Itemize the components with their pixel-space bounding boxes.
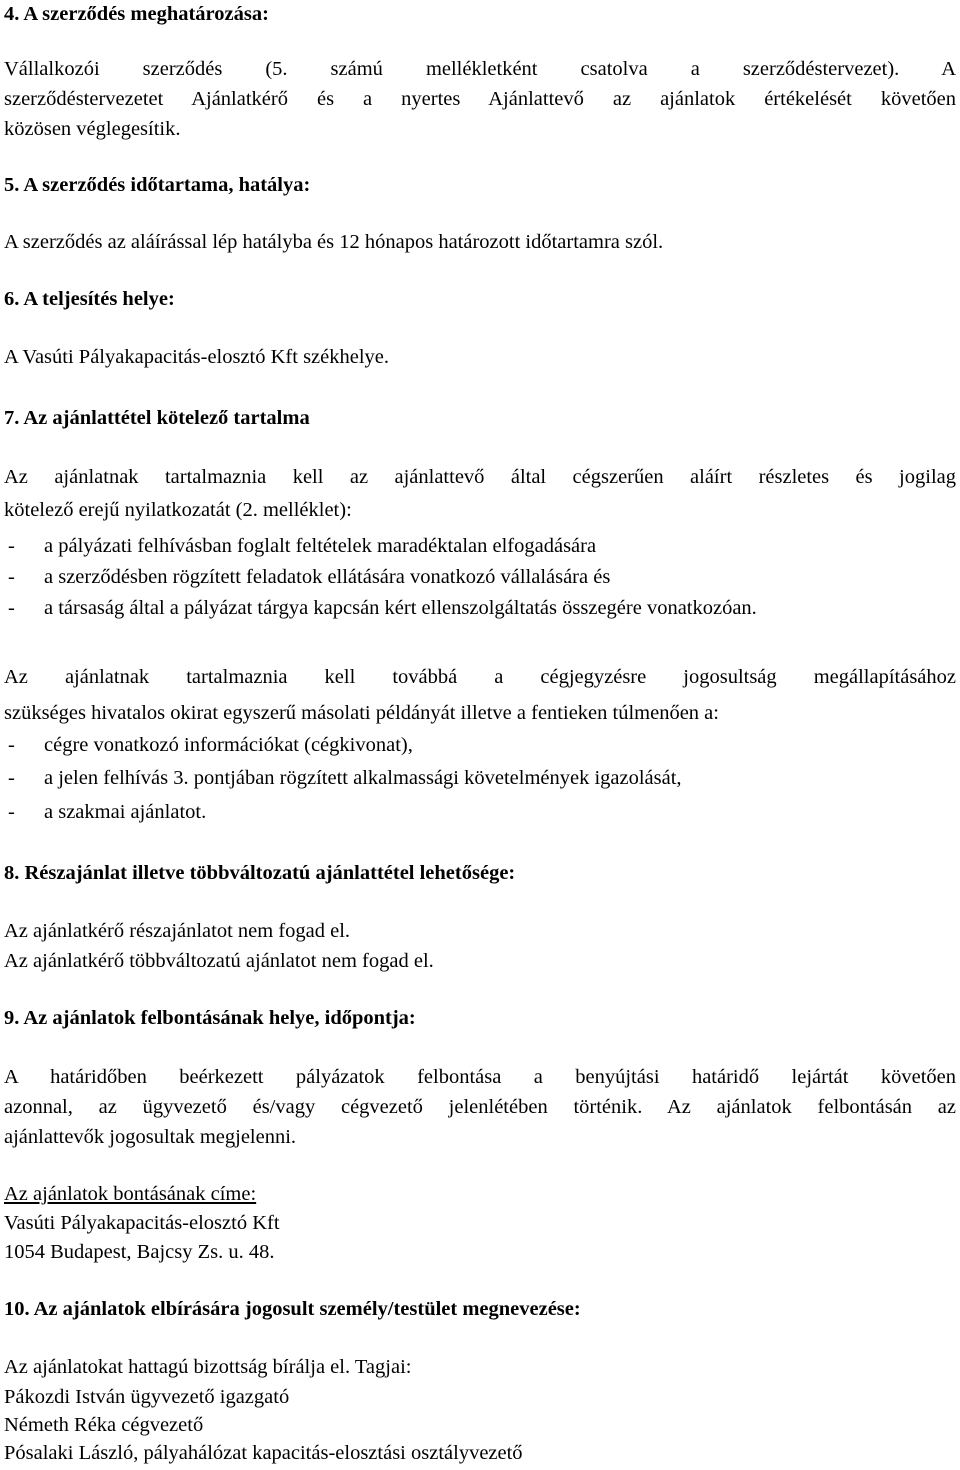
section-8-text-line-2: Az ajánlatkérő többváltozatú ajánlatot nem fogad el. bbox=[4, 950, 434, 972]
section-9-text-line-3: ajánlattevők jogosultak megjelenni. bbox=[4, 1126, 297, 1148]
list-dash: - bbox=[8, 535, 15, 557]
list-item-text: a jelen felhívás 3. pontjában rögzített alkalmassági követelmények igazolását, bbox=[44, 767, 682, 789]
opening-address-label: Az ajánlatok bontásának címe: bbox=[4, 1183, 257, 1205]
section-7-intro-line-1: Az ajánlatnak tartalmaznia kell az ajánlattevő által cégszerűen aláírt részletes és jogilag bbox=[4, 466, 956, 488]
section-4-heading: 4. A szerződés meghatározása: bbox=[4, 3, 269, 25]
section-7-intro-line-2: kötelező erejű nyilatkozatát (2. melléklet): bbox=[4, 499, 352, 521]
section-4-text-line-3: közösen véglegesítik. bbox=[4, 118, 181, 140]
committee-member-3: Pósalaki László, pályahálózat kapacitás-elosztási osztályvezető bbox=[4, 1442, 523, 1464]
section-4-text-line-1: Vállalkozói szerződés (5. számú mellékletként csatolva a szerződéstervezet). A bbox=[4, 58, 956, 80]
section-7-para-2-line-1: Az ajánlatnak tartalmaznia kell továbbá a cégjegyzésre jogosultság megállapításához bbox=[4, 666, 956, 688]
list-dash: - bbox=[8, 801, 15, 823]
section-6-heading: 6. A teljesítés helye: bbox=[4, 288, 175, 310]
list-item-text: a szakmai ajánlatot. bbox=[44, 801, 207, 823]
section-9-heading: 9. Az ajánlatok felbontásának helye, időpontja: bbox=[4, 1007, 416, 1029]
section-5-text: A szerződés az aláírással lép hatályba és 12 hónapos határozott időtartamra szól. bbox=[4, 231, 664, 253]
list-item-text: cégre vonatkozó információkat (cégkivonat), bbox=[44, 734, 413, 756]
list-item-text: a szerződésben rögzített feladatok ellátására vonatkozó vállalására és bbox=[44, 566, 611, 588]
committee-member-1: Pákozdi István ügyvezető igazgató bbox=[4, 1386, 290, 1408]
list-item-text: a pályázati felhívásban foglalt feltételek maradéktalan elfogadására bbox=[44, 535, 597, 557]
section-4-text-line-2: szerződéstervezetet Ajánlatkérő és a nyertes Ajánlattevő az ajánlatok értékelését követően bbox=[4, 88, 956, 110]
list-dash: - bbox=[8, 734, 15, 756]
list-dash: - bbox=[8, 566, 15, 588]
section-6-text: A Vasúti Pályakapacitás-elosztó Kft székhelye. bbox=[4, 346, 390, 368]
section-9-text-line-2: azonnal, az ügyvezető és/vagy cégvezető jelenlétében történik. Az ajánlatok felbontásán az bbox=[4, 1096, 956, 1118]
section-5-heading: 5. A szerződés időtartama, hatálya: bbox=[4, 174, 311, 196]
section-10-text-line-1: Az ajánlatokat hattagú bizottság bírálja el. Tagjai: bbox=[4, 1356, 412, 1378]
section-7-heading: 7. Az ajánlattétel kötelező tartalma bbox=[4, 407, 310, 429]
opening-address-line-1: Vasúti Pályakapacitás-elosztó Kft bbox=[4, 1212, 280, 1234]
list-item-text: a társaság által a pályázat tárgya kapcsán kért ellenszolgáltatás összegére vonatkozóan. bbox=[44, 597, 757, 619]
section-9-text-line-1: A határidőben beérkezett pályázatok felbontása a benyújtási határidő lejártát követően bbox=[4, 1066, 956, 1088]
section-8-text-line-1: Az ajánlatkérő részajánlatot nem fogad el. bbox=[4, 920, 351, 942]
committee-member-2: Németh Réka cégvezető bbox=[4, 1414, 204, 1436]
section-8-heading: 8. Részajánlat illetve többváltozatú ajánlattétel lehetősége: bbox=[4, 862, 516, 884]
list-dash: - bbox=[8, 597, 15, 619]
opening-address-line-2: 1054 Budapest, Bajcsy Zs. u. 48. bbox=[4, 1241, 275, 1263]
list-dash: - bbox=[8, 767, 15, 789]
section-7-para-2-line-2: szükséges hivatalos okirat egyszerű másolati példányát illetve a fentieken túlmenően a: bbox=[4, 702, 719, 724]
section-10-heading: 10. Az ajánlatok elbírására jogosult személy/testület megnevezése: bbox=[4, 1298, 581, 1320]
